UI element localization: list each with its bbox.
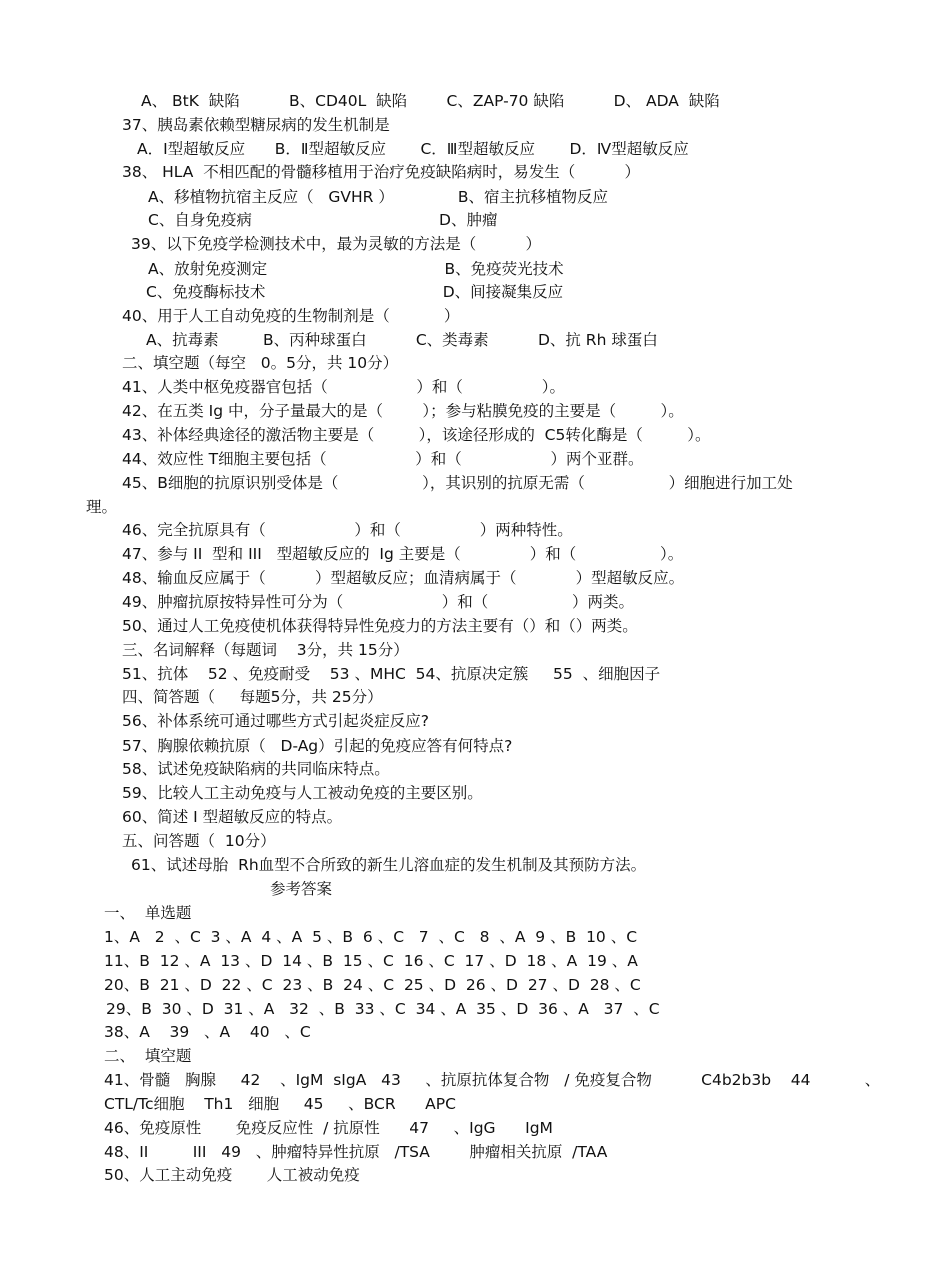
q60: 60、简述 I 型超敏反应的特点。 xyxy=(122,808,343,826)
q47: 47、参与 II 型和 III 型超敏反应的 Ig 主要是（ ）和（ ）。 xyxy=(122,545,684,563)
q38-stem: 38、 HLA 不相匹配的骨髓移植用于治疗免疫缺陷病时，易发生（ ） xyxy=(122,163,641,181)
answers-29-37: 29、B 30 、D 31 、A 32 、B 33 、C 34 、A 35 、D 36 、A 37 、C xyxy=(106,1000,660,1018)
answers-44-45: CTL/Tc细胞 Th1 细胞 45 、BCR APC xyxy=(104,1095,456,1113)
answers-fill-in-heading: 二、 填空题 xyxy=(104,1047,192,1065)
q40-options: A、抗毒素 B、丙种球蛋白 C、类毒素 D、抗 Rh 球蛋白 xyxy=(146,331,658,349)
q58: 58、试述免疫缺陷病的共同临床特点。 xyxy=(122,760,390,778)
q43: 43、补体经典途径的激活物主要是（ ），该途径形成的 C5转化酶是（ ）。 xyxy=(122,426,711,444)
q56: 56、补体系统可通过哪些方式引起炎症反应? xyxy=(122,712,429,730)
q51-55: 51、抗体 52 、免疫耐受 53 、MHC 54、抗原决定簇 55 、细胞因子 xyxy=(122,665,661,683)
section-definitions-heading: 三、名词解释（每题词 3分，共 15分） xyxy=(122,641,409,659)
q61: 61、试述母胎 Rh血型不合所致的新生儿溶血症的发生机制及其预防方法。 xyxy=(131,856,647,874)
q49: 49、肿瘤抗原按特异性可分为（ ）和（ ）两类。 xyxy=(122,593,635,611)
q59: 59、比较人工主动免疫与人工被动免疫的主要区别。 xyxy=(122,784,483,802)
answers-38-40: 38、A 39 、A 40 、C xyxy=(104,1023,311,1041)
answers-50: 50、人工主动免疫 人工被动免疫 xyxy=(104,1166,360,1184)
q41: 41、人类中枢免疫器官包括（ ）和（ ）。 xyxy=(122,378,565,396)
q39-options-cd: C、免疫酶标技术 D、间接凝集反应 xyxy=(146,283,564,301)
q38-options-ab: A、移植物抗宿主反应（ GVHR ） B、宿主抗移植物反应 xyxy=(148,188,609,206)
answers-single-choice-heading: 一、 单选题 xyxy=(104,904,192,922)
q45: 45、B细胞的抗原识别受体是（ ），其识别的抗原无需（ ）细胞进行加工处 xyxy=(122,474,793,492)
q45-continuation: 理。 xyxy=(86,498,118,516)
answers-20-28: 20、B 21 、D 22 、C 23 、B 24 、C 25 、D 26 、D 27 、D 28 、C xyxy=(104,976,641,994)
q38-options-cd: C、自身免疫病 D、肿瘤 xyxy=(148,211,498,229)
q46: 46、完全抗原具有（ ）和（ ）两种特性。 xyxy=(122,521,573,539)
section-essay-heading: 五、问答题（ 10分） xyxy=(122,832,276,850)
q37-options: A．Ⅰ型超敏反应 B．Ⅱ型超敏反应 C．Ⅲ型超敏反应 D．Ⅳ型超敏反应 xyxy=(137,140,689,158)
q39-stem: 39、以下免疫学检测技术中，最为灵敏的方法是（ ） xyxy=(131,235,541,253)
answers-46-47: 46、免疫原性 免疫反应性 / 抗原性 47 、IgG IgM xyxy=(104,1119,553,1137)
section-short-answer-heading: 四、简答题（ 每题5分，共 25分） xyxy=(122,688,383,706)
answer-key-title: 参考答案 xyxy=(270,880,333,898)
q44: 44、效应性 T细胞主要包括（ ）和（ ）两个亚群。 xyxy=(122,450,644,468)
q50: 50、通过人工免疫使机体获得特异性免疫力的方法主要有（）和（）两类。 xyxy=(122,617,638,635)
answers-48-49: 48、II III 49 、肿瘤特异性抗原 /TSA 肿瘤相关抗原 /TAA xyxy=(104,1143,608,1161)
q40-stem: 40、用于人工自动免疫的生物制剂是（ ） xyxy=(122,307,460,325)
q39-options-ab: A、放射免疫测定 B、免疫荧光技术 xyxy=(148,260,564,278)
answers-1-10: 1、A 2 、C 3 、A 4 、A 5 、B 6 、C 7 、C 8 、A 9 、B 10 、C xyxy=(104,928,638,946)
q42: 42、在五类 Ig 中，分子量最大的是（ ）；参与粘膜免疫的主要是（ ）。 xyxy=(122,402,684,420)
section-fill-in-heading: 二、填空题（每空 0。5分，共 10分） xyxy=(122,354,399,372)
q57: 57、胸腺依赖抗原（ D-Ag）引起的免疫应答有何特点? xyxy=(122,737,513,755)
q37-stem: 37、胰岛素依赖型糖尿病的发生机制是 xyxy=(122,116,390,134)
q48: 48、输血反应属于（ ）型超敏反应；血清病属于（ ）型超敏反应。 xyxy=(122,569,685,587)
q36-options: A、 BtK 缺陷 B、CD40L 缺陷 C、ZAP-70 缺陷 D、 ADA 缺陷 xyxy=(141,92,720,110)
answers-11-19: 11、B 12 、A 13 、D 14 、B 15 、C 16 、C 17 、D 18 、A 19 、A xyxy=(104,952,638,970)
answers-41-44: 41、骨髓 胸腺 42 、IgM sIgA 43 、抗原抗体复合物 / 免疫复合物 C4b2b3b 44 、 xyxy=(104,1071,881,1089)
